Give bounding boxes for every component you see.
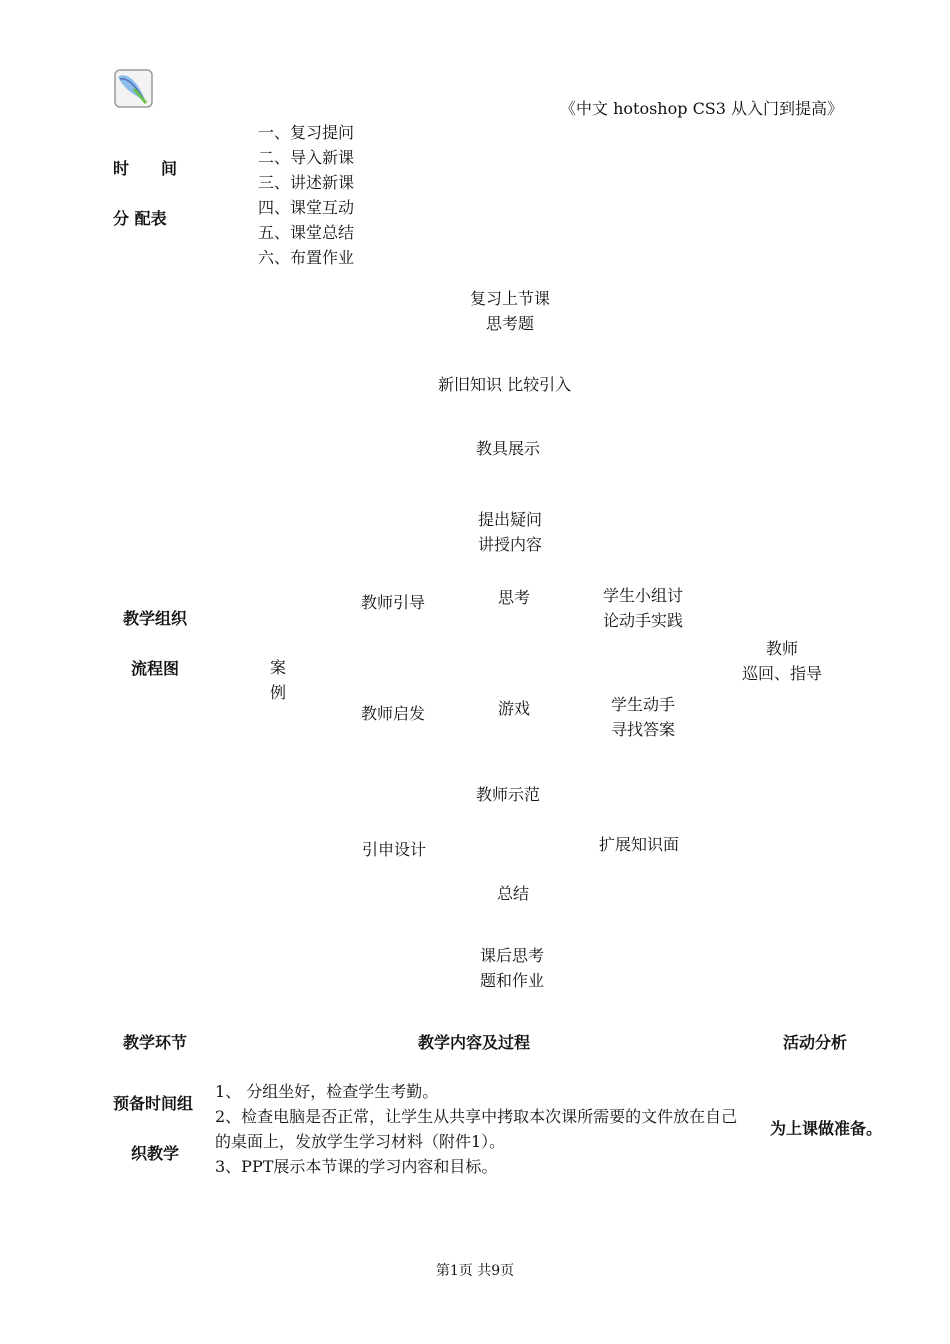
flow-node-extend-design: 引申设计 [362,840,427,859]
content-line: 2、检查电脑是否正常，让学生从共享中拷取本次课所需要的文件放在自己的桌面上，发放学生学习材料（附件1）。 [215,1107,738,1151]
list-item: 二、导入新课 [258,148,355,167]
table-header-analysis: 活动分析 [783,1033,848,1052]
flow-node-homework [457,943,567,993]
flow-node-text: 学生动手 [610,695,675,714]
time-allocation-label: 时 间 [113,159,178,178]
flow-node-case [270,655,286,705]
flow-node-text: 讲授内容 [477,535,542,554]
flow-node-display: 教具展示 [476,439,541,458]
flow-node-text: 题和作业 [479,971,544,990]
table-header-content: 教学内容及过程 [418,1033,531,1052]
table-cell-analysis: 为上课做准备。 [770,1119,883,1138]
flow-node-demo: 教师示范 [476,785,541,804]
content-line: 3、PPT展示本节课的学习内容和目标。 [215,1157,498,1176]
flow-node-text: 巡回、指导 [741,664,822,683]
flow-node-think: 思考 [498,588,531,607]
flow-node-group-practice [588,583,698,633]
flow-node-game: 游戏 [498,699,531,718]
flow-node-compare: 新旧知识 比较引入 [438,375,572,394]
list-item: 五、课堂总结 [258,223,355,242]
flow-node-text: 复习上节课 [469,289,550,308]
time-allocation-list [258,120,354,270]
flow-node-text: 例 [270,683,287,702]
table-cell-stage-2: 织教学 [131,1144,180,1163]
flow-node-expand: 扩展知识面 [599,835,680,854]
flow-node-text: 论动手实践 [602,611,683,630]
page-number: 第1页 共9页 [435,1263,515,1279]
time-allocation-label-2: 分 配表 [113,209,167,228]
flow-node-summary: 总结 [497,884,530,903]
document-header-title: 《中文 hotoshop CS3 从入门到提高》 [560,99,844,118]
flow-node-text: 教师 [765,639,798,658]
list-item: 六、布置作业 [258,248,355,267]
list-item: 四、课堂互动 [258,198,355,217]
flow-node-student-hands-on [588,692,698,742]
flow-node-text: 学生小组讨 [602,586,683,605]
flow-node-teacher-tour [730,636,834,686]
flow-node-teacher-inspire: 教师启发 [361,704,426,723]
list-item: 三、讲述新课 [258,173,355,192]
flow-node-text: 提出疑问 [477,510,542,529]
table-header-stage: 教学环节 [123,1033,188,1052]
table-cell-content [215,1079,745,1179]
flowchart-label-2: 流程图 [131,659,180,678]
flow-node-text: 寻找答案 [610,720,675,739]
content-line: 1、 分组坐好，检查学生考勤。 [215,1082,439,1101]
flow-node-review [455,286,565,336]
flow-node-text: 思考题 [485,314,534,333]
flow-node-text: 案 [270,658,287,677]
list-item: 一、复习提问 [258,123,355,142]
flow-node-text: 课后思考 [479,946,544,965]
flow-node-teacher-guide: 教师引导 [361,593,426,612]
table-cell-stage: 预备时间组 [113,1094,194,1113]
flowchart-label: 教学组织 [123,609,188,628]
feather-logo-icon [112,67,154,109]
flow-node-question [455,507,565,557]
